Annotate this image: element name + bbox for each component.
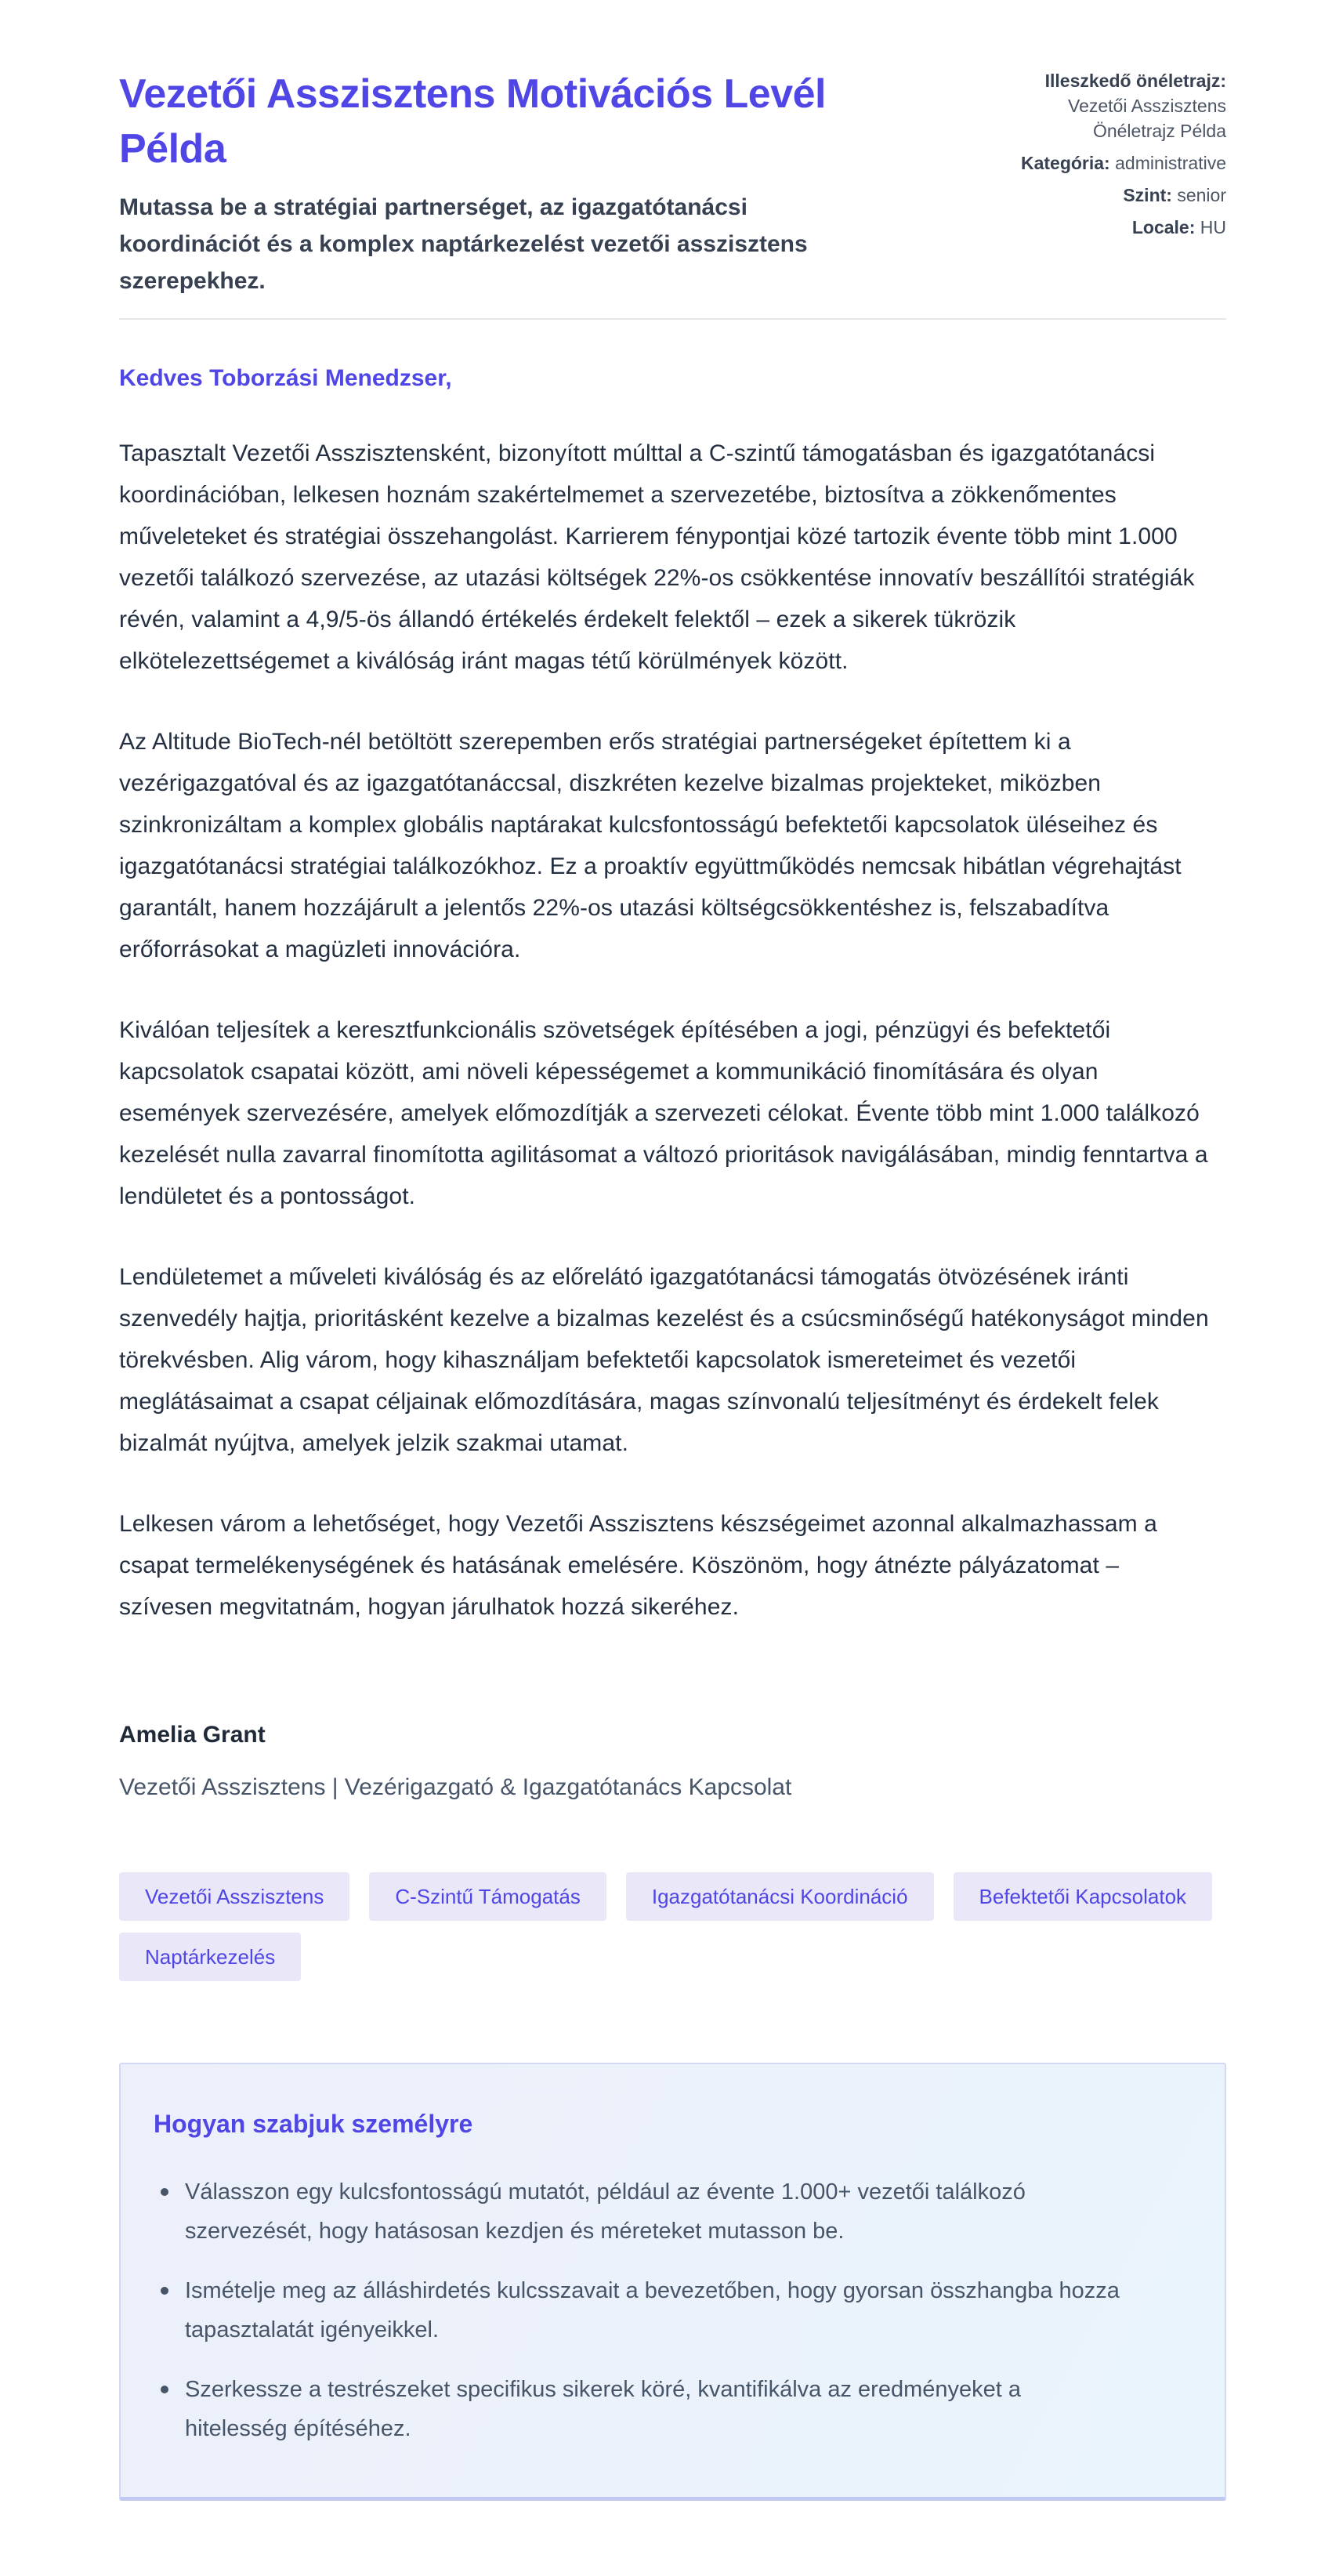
letter-body bbox=[119, 364, 1226, 1803]
page-title: Vezetői Asszisztens Motivációs Levél Példa bbox=[119, 71, 826, 172]
meta-locale-label: Locale: bbox=[1131, 217, 1196, 237]
letter-paragraph: Kiválóan teljesítek a keresztfunkcionális szövetségek építésében a jogi, pénzügyi és befektetői kapcsolatok csapatai között, ami növeli képességemet a kommunikáció finomítására és olyan események szervezésére, amelyek előmozdítják a szervezeti célokat. Évente több mint 1.000 találkozó kezelését nulla zavarral finomította agilitásomat a változó prioritások navigálásában, mindig fenntartva a lendületet és a pontosságot. bbox=[119, 1017, 1208, 1209]
meta-level bbox=[897, 183, 1226, 208]
tag-chip[interactable]: Vezetői Asszisztens bbox=[119, 1872, 349, 1921]
meta-category-label: Kategória: bbox=[1020, 153, 1110, 173]
meta-block bbox=[897, 67, 1226, 247]
header-divider bbox=[119, 318, 1226, 320]
tag-list bbox=[119, 1872, 1226, 1981]
tag-chip[interactable]: C-Szintű Támogatás bbox=[369, 1872, 606, 1921]
personalization-tips-box bbox=[119, 2063, 1226, 2501]
letter-paragraph: Az Altitude BioTech-nél betöltött szerepemben erős stratégiai partnerségeket építettem ki a vezérigazgatóval és az igazgatótanáccsal, diszkréten kezelve bizalmas projekteket, miközben szinkronizáltam a komplex globális naptárakat kulcsfontosságú befektetői kapcsolatok üléseihez és igazgatótanácsi stratégiai találkozókhoz. Ez a proaktív együttműködés nemcsak hibátlan végrehajtást garantált, hanem hozzájárult a jelentős 22%-os utazási költségcsökkentéshez is, felszabadítva erőforrásokat a magüzleti innovációra. bbox=[119, 729, 1182, 962]
meta-matching-resume-label: Illeszkedő önéletrajz: bbox=[1044, 71, 1226, 91]
meta-matching-resume-link[interactable]: Vezetői Asszisztens Önéletrajz Példa bbox=[1068, 96, 1226, 141]
letter-paragraph: Tapasztalt Vezetői Asszisztensként, bizonyított múlttal a C-szintű támogatásban és igazgatótanácsi koordinációban, lelkesen hoznám szakértelmemet a szervezetébe, biztosítva a zökkenőmentes műveleteket és stratégiai összehangolást. Karrierem fénypontjai közé tartozik évente több mint 1.000 vezetői találkozó szervezése, az utazási költségek 22%-os csökkentése innovatív beszállítói stratégiák révén, valamint a 4,9/5-ös állandó értékelés érdekelt felektől – ezek a sikerek tükrözik elkötelezettségemet a kiválóság iránt magas tétű körülmények között. bbox=[119, 440, 1195, 674]
letter-greeting: Kedves Toborzási Menedzser, bbox=[119, 365, 452, 391]
title-block bbox=[119, 67, 897, 299]
letter-paragraph: Lelkesen várom a lehetőséget, hogy Vezetői Asszisztens készségeimet azonnal alkalmazhassam a csapat termelékenységének és hatásának emelésére. Köszönöm, hogy átnézte pályázatomat – szívesen megvitatnám, hogyan járulhatok hozzá sikeréhez. bbox=[119, 1511, 1157, 1620]
page-subtitle: Mutassa be a stratégiai partnerséget, az igazgatótanácsi koordinációt és a komplex naptárkezelést vezetői asszisztens szerepekhez. bbox=[119, 194, 808, 294]
tips-item: Válasszon egy kulcsfontosságú mutatót, például az évente 1.000+ vezetői találkozó szervezését, hogy hatásosan kezdjen és méreteket mutasson be. bbox=[154, 2172, 1125, 2251]
page-header bbox=[119, 67, 1226, 299]
tips-heading: Hogyan szabjuk személyre bbox=[154, 2110, 473, 2138]
tips-item: Ismételje meg az álláshirdetés kulcsszavait a bevezetőben, hogy gyorsan összhangba hozza tapasztalatát igényeikkel. bbox=[154, 2271, 1125, 2350]
tag-chip[interactable]: Naptárkezelés bbox=[119, 1933, 301, 1981]
tag-chip[interactable]: Igazgatótanácsi Koordináció bbox=[626, 1872, 934, 1921]
letter-paragraph: Lendületemet a műveleti kiválóság és az előrelátó igazgatótanácsi támogatás ötvözésének iránti szenvedély hajtja, prioritásként kezelve a bizalmas kezelést és a csúcsminőségű hatékonyságot minden törekvésben. Alig várom, hogy kihasználjam befektetői kapcsolatok ismereteimet és vezetői meglátásaimat a csapat céljainak előmozdítására, magas színvonalú teljesítményt és érdekelt felek bizalmát nyújtva, amelyek jelzik szakmai utamat. bbox=[119, 1264, 1209, 1456]
signature-name: Amelia Grant bbox=[119, 1722, 266, 1748]
meta-level-label: Szint: bbox=[1123, 185, 1172, 205]
meta-matching-resume bbox=[897, 68, 1226, 143]
meta-locale-value: HU bbox=[1200, 217, 1226, 237]
meta-category bbox=[897, 150, 1226, 176]
tips-item: Szerkessze a testrészeket specifikus sikerek köré, kvantifikálva az eredményeket a hitelesség építéséhez. bbox=[154, 2370, 1125, 2448]
meta-level-value: senior bbox=[1177, 185, 1226, 205]
tips-list bbox=[154, 2172, 1190, 2448]
cover-letter-page bbox=[119, 0, 1226, 2576]
meta-category-value: administrative bbox=[1115, 153, 1226, 173]
meta-locale bbox=[897, 215, 1226, 240]
signature-role: Vezetői Asszisztens | Vezérigazgató & Igazgatótanács Kapcsolat bbox=[119, 1774, 792, 1800]
tag-chip[interactable]: Befektetői Kapcsolatok bbox=[954, 1872, 1213, 1921]
